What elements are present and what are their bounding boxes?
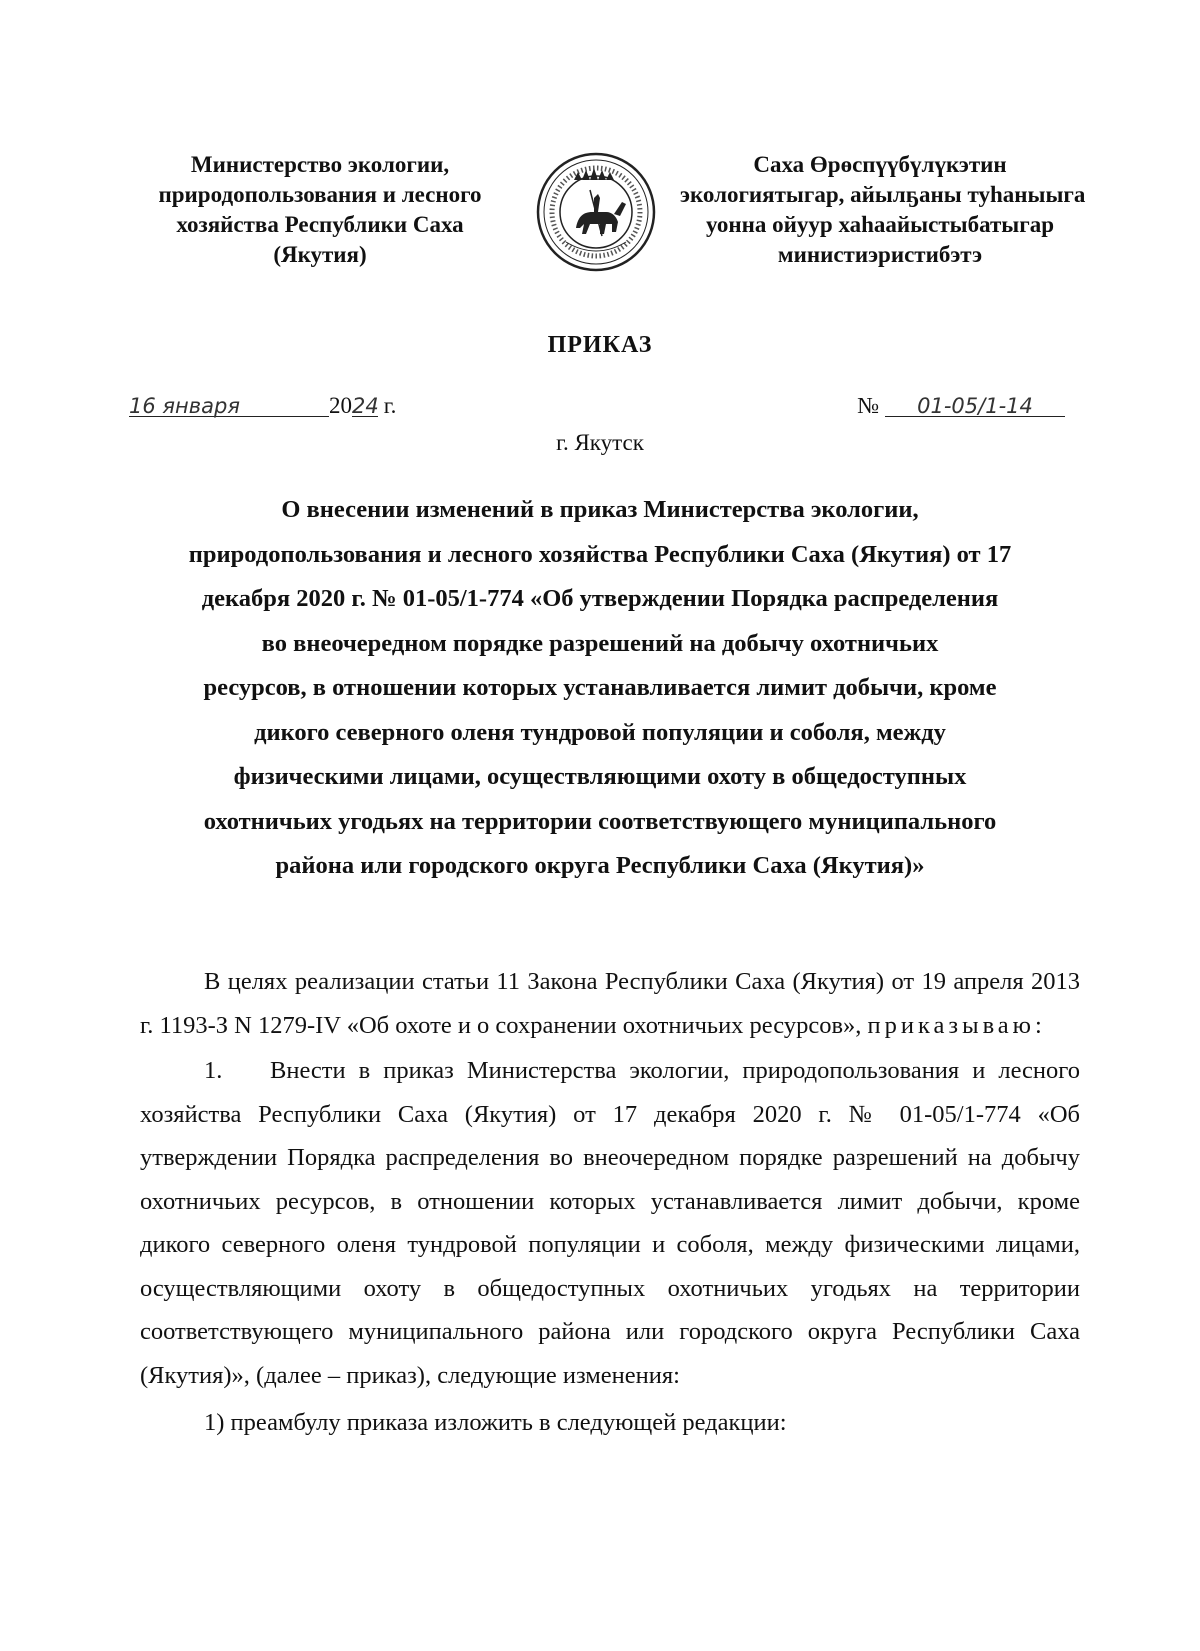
ministry-name-line: министиэристибэтэ	[777, 242, 983, 267]
preamble-paragraph	[140, 960, 1080, 1047]
ministry-name-line: (Якутия)	[273, 242, 367, 267]
order-number	[857, 393, 1065, 419]
date-year-prefix: 20	[329, 393, 352, 418]
subject-line: О внесении изменений в приказ Министерства экологии,	[281, 496, 919, 523]
date-day-month: 16 января	[129, 396, 329, 417]
order-city: г. Якутск	[556, 430, 644, 455]
preamble-text: В целях реализации статьи 11 Закона Республики Саха (Якутия) от 19 апреля 2013 г. 1193-З N 1279-IV «Об охоте и о сохранении охотничьих ресурсов»,	[140, 968, 1080, 1039]
ministry-name-yakut	[680, 150, 1086, 270]
sub-item-1: 1) преамбулу приказа изложить в следующей редакции:	[204, 1409, 787, 1436]
order-number-value: 01-05/1-14	[885, 396, 1065, 417]
ministry-name-line: экологиятыгар, айылҕаны туһаныыга	[680, 182, 1086, 207]
ministry-name-line: хозяйства Республики Саха	[176, 212, 464, 237]
subject-line: физическими лицами, осуществляющими охоту в общедоступных	[233, 763, 967, 790]
order-date	[129, 393, 396, 419]
order-body	[140, 960, 1080, 1445]
item-1-text: Внести в приказ Министерства экологии, природопользования и лесного хозяйства Республики Саха (Якутия) от 17 декабря 2020 г. № 01-05/1-774 «Об утверждении Порядка распределения во внеочередном порядке разрешений на добычу охотничьих ресурсов, в отношении которых устанавливается лимит добычи, кроме дикого северного оленя тундровой популяции и соболя, между физическими лицами, осуществляющими охоту в общедоступных охотничьих угодьях на территории соответствующего муниципального района или городского округа Республики Саха (Якутия)», (далее – приказ), следующие изменения:	[140, 1057, 1080, 1389]
item-1-number: 1.	[204, 1057, 223, 1084]
subject-line: дикого северного оленя тундровой популяции и соболя, между	[254, 718, 946, 746]
date-year-label: г.	[383, 393, 397, 418]
ministry-name-russian	[130, 150, 510, 270]
ministry-name-line: Министерство экологии,	[190, 152, 450, 177]
subject-line: района или городского округа Республики Саха (Якутия)»	[275, 852, 925, 879]
subject-line: природопользования и лесного хозяйства Республики Саха (Якутия) от 17	[188, 540, 1012, 568]
date-year-suffix: 24	[352, 394, 379, 418]
order-word: приказываю:	[867, 1011, 1046, 1039]
subject-line: декабря 2020 г. № 01-05/1-774 «Об утверждении Порядка распределения	[201, 585, 999, 612]
ministry-name-line: природопользования и лесного	[158, 182, 482, 207]
subject-line: во внеочередном порядке разрешений на добычу охотничьих	[261, 629, 939, 657]
order-number-label: №	[857, 393, 880, 418]
ministry-name-line: Саха Өрөспүүбүлүкэтин	[753, 152, 1007, 177]
subject-line: ресурсов, в отношении которых устанавливается лимит добычи, кроме	[203, 674, 997, 701]
item-1-paragraph	[140, 1049, 1080, 1397]
coat-of-arms-icon	[534, 150, 658, 274]
ministry-name-line: уонна ойуур хаһаайыстыбатыгар	[705, 212, 1055, 237]
subject-line: охотничьих угодьях на территории соответствующего муниципального	[203, 807, 997, 835]
order-subject	[120, 488, 1080, 889]
document-title: ПРИКАЗ	[547, 332, 653, 358]
